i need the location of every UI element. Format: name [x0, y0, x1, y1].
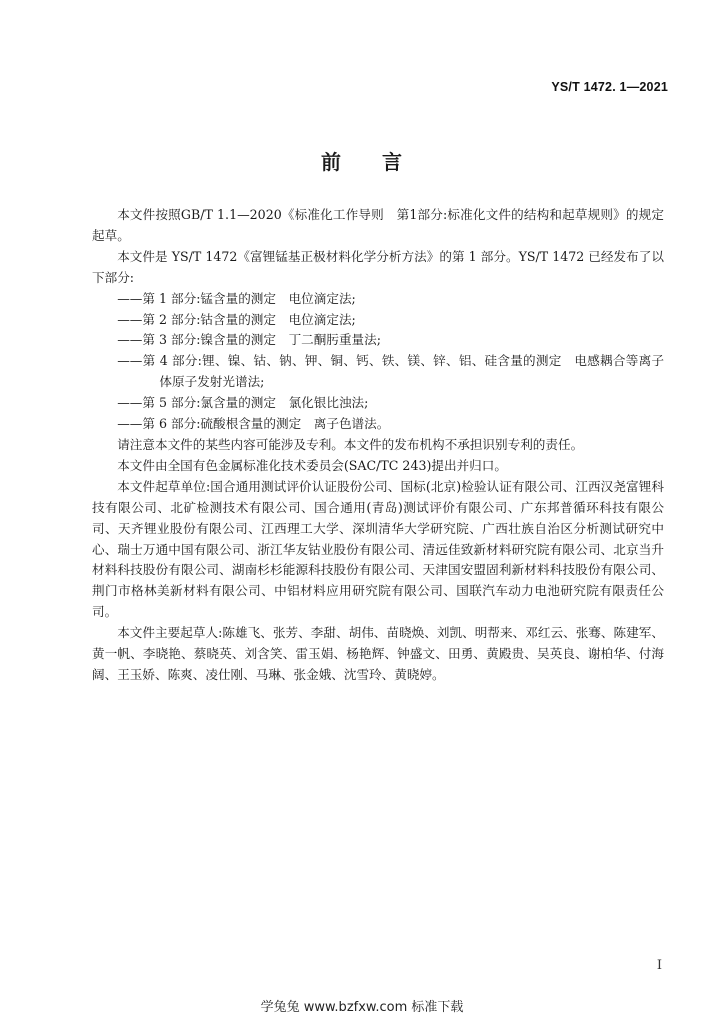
- paragraph-drafting-units: 本文件起草单位:国合通用测试评价认证股份公司、国标(北京)检验认证有限公司、江西汉尧富锂科技有限公司、北矿检测技术有限公司、国合通用(青岛)测试评价有限公司、广东邦普循环科技有限公司、天齐锂业股份有限公司、江西理工大学、深圳清华大学研究院、广西壮族自治区分析测试研究中心、瑞士万通中国有限公司、浙江华友钴业股份有限公司、清远佳致新材料研究院有限公司、北京当升材料科技股份有限公司、湖南杉杉能源科技股份有限公司、天津国安盟固利新材料科技股份有限公司、荆门市格林美新材料有限公司、中铝材料应用研究院有限公司、国联汽车动力电池研究院有限责任公司。: [92, 478, 664, 620]
- paragraph-drafters: 本文件主要起草人:陈雄飞、张芳、李甜、胡伟、苗晓焕、刘凯、明帮来、邓红云、张骞、陈建军、黄一帆、李晓艳、蔡晓英、刘含笑、雷玉娟、杨艳辉、钟盛文、田勇、黄殿贵、吴英良、谢柏华、付海阔、王玉娇、陈爽、凌仕刚、马琳、张金娥、沈雪玲、黄晓婷。: [92, 625, 664, 682]
- page-number: I: [656, 958, 662, 973]
- paragraph-committee: 本文件由全国有色金属标准化技术委员会(SAC/TC 243)提出并归口。: [117, 457, 507, 473]
- title-char-2: 言: [382, 150, 403, 174]
- list-item-part-3: ——第 3 部分:镍含量的测定 丁二酮肟重量法;: [117, 332, 381, 348]
- standard-code: YS/T 1472. 1—2021: [551, 80, 668, 94]
- list-item-part-6: ——第 6 部分:硫酸根含量的测定 离子色谱法。: [117, 416, 390, 432]
- watermark-footer: 学兔兔 www.bzfxw.com 标准下载: [260, 1000, 464, 1015]
- list-item-part-2: ——第 2 部分:钴含量的测定 电位滴定法;: [117, 311, 356, 327]
- paragraph-patent-notice: 请注意本文件的某些内容可能涉及专利。本文件的发布机构不承担识别专利的责任。: [117, 436, 584, 452]
- foreword-body: [92, 205, 664, 686]
- page-title: [0, 146, 724, 175]
- title-char-1: 前: [321, 150, 342, 174]
- paragraph-series-intro: 本文件是 YS/T 1472《富锂锰基正极材料化学分析方法》的第 1 部分。YS/T 1472 已经发布了以下部分:: [92, 248, 664, 285]
- paragraph-drafting-rules: 本文件按照GB/T 1.1—2020《标准化工作导则 第1部分:标准化文件的结构和起草规则》的规定起草。: [92, 207, 664, 243]
- list-item-part-1: ——第 1 部分:锰含量的测定 电位滴定法;: [117, 290, 356, 306]
- list-item-part-4: ——第 4 部分:锂、镍、钴、钠、钾、铜、钙、铁、镁、锌、铝、硅含量的测定 电感耦合等离子体原子发射光谱法;: [117, 353, 664, 390]
- list-item-part-5: ——第 5 部分:氯含量的测定 氯化银比浊法;: [117, 395, 369, 411]
